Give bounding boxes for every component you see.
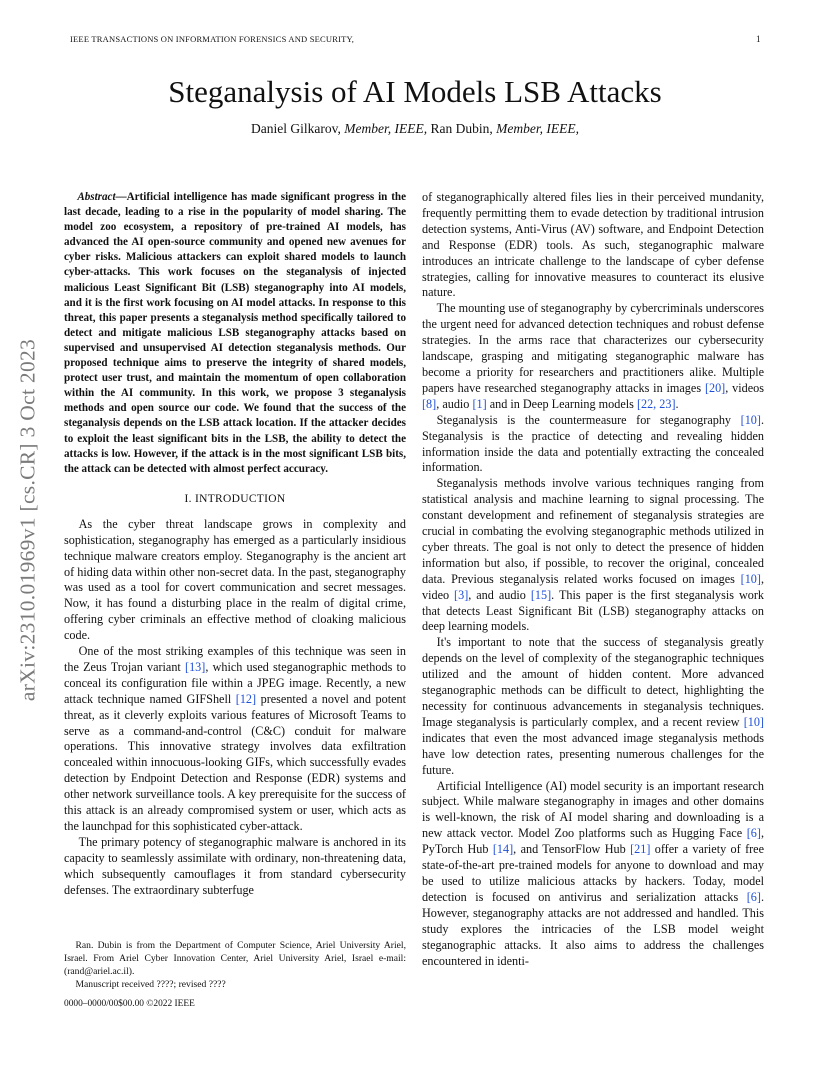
right-column: [422, 190, 764, 969]
paragraph: The primary potency of steganographic malware is anchored in its capacity to seamlessly assimilate with ordinary, non-threatening data, which subsequently camouflages it from standard cybersecurity defenses. The extraordinary subterfuge: [64, 834, 406, 897]
paragraph: Artificial Intelligence (AI) model security is an important research subject. While malware steganography in images and other domains is well-known, the risk of AI model sharing and downloading is a new attack vector. Model Zoo platforms such as Hugging Face [6], PyTorch Hub [14], and TensorFlow Hub [21] offer a variety of free state-of-the-art pre-trained models for anyone to download and may be used to utilize malicious attacks by hackers. Today, model detection is focused on antivirus and serialization attacks [6]. However, steganography attacks are not addressed and handled. This study explores the intricacies of the LSB model weight steganographic attacks. It also aims to address the challenges encountered in identi-: [422, 778, 765, 968]
citation-link[interactable]: [3]: [454, 587, 469, 602]
citation-link[interactable]: [6]: [746, 826, 761, 841]
author-role: Member, IEEE,: [344, 121, 428, 136]
paragraph: As the cyber threat landscape grows in complexity and sophistication, steganography has emerged as a particularly insidious technique malware creators employ. Steganography is the ancient art of hiding data within other non-secret data. In the past, steganography was used as a tool for covert communication and secret messages. Now, it has found a disturbing place in the realm of digital crime, offering cyber criminals an effective method of cloaking malicious code.: [64, 516, 406, 643]
arxiv-identifier-text: arXiv:2310.01969v1 [cs.CR] 3 Oct 2023: [15, 338, 40, 702]
abstract-text: —Artificial intelligence has made significant progress in the last decade, leading to a rise in the popularity of model sharing. The model zoo ecosystem, a repository of pre-trained AI models, has advanced the AI open-source community and opened new avenues for cyber risks. Malicious attackers can exploit shared models to launch cyber-attacks. This work focuses on the steganalysis of injected malicious Least Significant Bit (LSB) steganography into AI models, and it is the first work focusing on AI model attacks. In response to this threat, this paper presents a steganalysis method specifically tailored to detect and mitigate malicious LSB steganography attacks based on supervised and unsupervised AI detection steganalysis methods. Our proposed technique aims to preserve the integrity of shared models, protect user trust, and maintain the momentum of open collaboration within the AI community. In this work, we propose 3 steganalysis methods and open source our code. We found that the success of the steganalysis depends on the LSB attack location. If the attacker decides to exploit the least significant bits in the LSB, the ability to detect the attacks is low. However, if the attack is in the most significant LSB bits, the attack can be detected with almost perfect accuracy.: [64, 191, 406, 475]
citation-link[interactable]: [10]: [740, 412, 761, 427]
paragraph: One of the most striking examples of this technique was seen in the Zeus Trojan variant [13], which used steganographic methods to conceal its configuration file within a JPEG image. Recently, a new attack technique named GIFShell [12] presented a novel and potent threat, as it cleverly exploits various features of Microsoft Teams to serve as a command-and-control (C&C) conduit for malware operations. This innovative strategy involves data exfiltration concealed within innocuous-looking GIFs, which successfully evades detection by Endpoint Detection and Response (EDR) systems and other network surveillance tools. A key prerequisite for the success of this attack is an already compromised system or user, which acts as the launchpad for this sophisticated cyber-attack.: [64, 644, 406, 833]
citation-link[interactable]: [15]: [530, 587, 552, 602]
author-role: Member, IEEE,: [496, 121, 579, 136]
section-heading: I. INTRODUCTION: [184, 492, 286, 505]
abstract: [64, 190, 406, 477]
citation-link[interactable]: [8]: [422, 396, 437, 411]
left-column: [64, 190, 406, 899]
citation-link[interactable]: [1]: [472, 396, 487, 411]
copyright-line: 0000–0000/00$00.00 ©2022 IEEE: [64, 999, 195, 1009]
paragraph: It's important to note that the success of steganalysis greatly depends on the level of complexity of the steganographic techniques utilized and the amount of hidden content. More advanced steganographic methods can be difficult to detect, highlighting the necessity for continuous advancements in steganalysis techniques. Image steganalysis is particularly complex, and a recent review [10] indicates that even the most advanced image steganalysis methods have low detection rates, presenting numerous challenges for the future.: [422, 635, 764, 777]
citation-link[interactable]: [6]: [746, 889, 761, 904]
citation-link[interactable]: [10]: [743, 714, 764, 729]
running-head: IEEE TRANSACTIONS ON INFORMATION FORENSICS AND SECURITY,: [70, 34, 355, 44]
citation-link[interactable]: [10]: [740, 571, 761, 586]
author-name: Daniel Gilkarov,: [251, 121, 341, 136]
paper-title: Steganalysis of AI Models LSB Attacks: [168, 74, 662, 109]
arxiv-identifier: [2, 296, 54, 744]
citation-link[interactable]: [22, 23]: [636, 396, 676, 411]
paragraph: Steganalysis is the countermeasure for steganography [10]. Steganalysis is the practice of detecting and revealing hidden information inside the data and potentially extracting the concealed information.: [422, 412, 764, 475]
page-number: 1: [756, 34, 761, 44]
paragraph: The mounting use of steganography by cybercriminals underscores the urgent need for advanced detection techniques and robust defense strategies. In the arms race that characterizes our cybersecurity landscape, grasping and mitigating steganographic malware has become a priority for researchers and practitioners alike. Multiple papers have researched steganography attacks in images [20], videos [8], audio [1] and in Deep Learning models [22, 23].: [422, 301, 764, 411]
paragraph: of steganographically altered files lies in their perceived mundanity, frequently permitting them to evade detection by traditional intrusion detection systems, Anti-Virus (AV) software, and Endpoint Detection and Response (EDR) tools. As such, steganographic malware introduces an intricate challenge to the landscape of cyber defense strategies, calling for innovative measures to counteract its elusive nature.: [422, 190, 764, 300]
affiliation-note: Ran. Dubin is from the Department of Computer Science, Ariel University Ariel, Israel. From Ariel Cyber Innovation Center, Ariel University Ariel, Israel e-mail: (rand@ariel.ac.il).: [64, 940, 406, 977]
author-line: [70, 121, 760, 137]
citation-link[interactable]: [12]: [235, 691, 257, 706]
paragraph: Steganalysis methods involve various techniques ranging from statistical analysis and machine learning to signal processing. The constant development and refinement of steganalysis strategies are crucial in combating the evolving steganographic methods utilized in cyber threats. The goal is not only to detect the presence of hidden information but also, if possible, to recover the original, concealed data. Previous steganalysis related works focused on images [10], video [3], and audio [15]. This paper is the first steganalysis work that detects Least Significant Bit (LSB) steganography attacks on deep learning models.: [422, 476, 765, 634]
citation-link[interactable]: [21]: [630, 842, 651, 857]
footnote: [64, 940, 406, 992]
citation-link[interactable]: [20]: [704, 380, 726, 395]
manuscript-note: Manuscript received ????; revised ????: [75, 978, 226, 990]
abstract-label: Abstract: [77, 191, 116, 203]
author-name: Ran Dubin,: [430, 121, 493, 136]
citation-link[interactable]: [13]: [185, 659, 206, 674]
citation-link[interactable]: [14]: [492, 842, 514, 857]
